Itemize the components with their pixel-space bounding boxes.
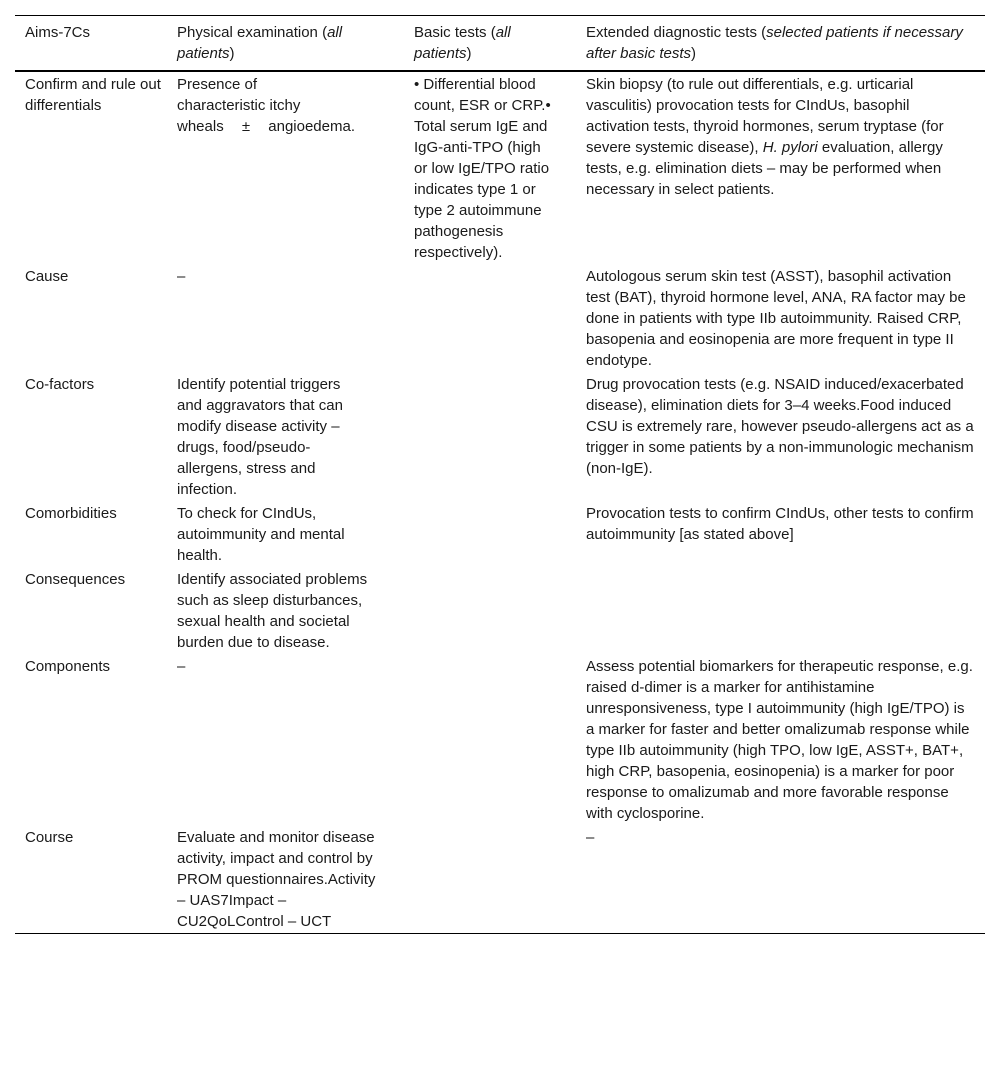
cell-physical: To check for CIndUs, autoimmunity and mental health. [177,505,345,564]
header-basic-tests: Basic tests (all patients) [414,24,511,62]
table-body [15,71,985,934]
header-physical-examination: Physical examination (all patients) [177,24,343,62]
cell-physical: – [177,658,186,675]
table-row-comorbidities [15,501,985,567]
cell-aim: Confirm and rule out differentials [25,76,161,114]
cell-physical: Evaluate and monitor disease activity, impact and control by PROM questionnaires.Activity – UAS7Impact – CU2QoLControl – UCT [177,829,376,930]
cell-physical: Identify potential triggers and aggravators that can modify disease activity – drugs, food/pseudo-allergens, stress and infection. [177,376,343,498]
cell-extended: Provocation tests to confirm CIndUs, other tests to confirm autoimmunity [as stated above] [586,505,974,543]
cell-aim: Consequences [25,571,126,588]
table-row-confirm [15,71,985,264]
cell-aim: Components [25,658,111,675]
cell-physical: Presence of characteristic itchy wheals ± angioedema. [177,76,355,135]
cell-basic [404,567,576,654]
cell-extended: Autologous serum skin test (ASST), basophil activation test (BAT), thyroid hormone level, ANA, RA factor may be done in patients with type IIb autoimmunity. Raised CRP, basopenia and eosinopenia are more frequent in type II endotype. [586,268,966,369]
cell-extended [576,567,985,654]
cell-aim: Comorbidities [25,505,117,522]
cell-physical: – [177,268,186,285]
cell-extended: Skin biopsy (to rule out differentials, e.g. urticarial vasculitis) provocation tests for CIndUs, basophil activation tests, thyroid hormones, serum tryptase (for severe systemic disease), H. pylori evaluation, allergy tests, e.g. elimination diets – may be performed when necessary in select patients. [586,76,944,198]
cell-physical: Identify associated problems such as sleep disturbances, sexual health and societal burden due to disease. [177,571,368,651]
cell-basic [404,501,576,567]
cell-aim: Co-factors [25,376,95,393]
table-row-components [15,654,985,825]
cell-basic [404,654,576,825]
aims-7cs-table [15,15,985,934]
table-row-cause [15,264,985,372]
cell-aim: Course [25,829,74,846]
cell-aim: Cause [25,268,69,285]
cell-basic [404,372,576,501]
cell-basic [404,825,576,934]
header-extended-tests: Extended diagnostic tests (selected patients if necessary after basic tests) [586,24,963,62]
table-row-cofactors [15,372,985,501]
cell-extended: Drug provocation tests (e.g. NSAID induced/exacerbated disease), elimination diets for 3–4 weeks.Food induced CSU is extremely rare, however pseudo-allergens act as a trigger in some patients by a non-immunologic mechanism (non-IgE). [586,376,974,477]
cell-basic [404,264,576,372]
header-aims: Aims-7Cs [25,24,91,41]
cell-basic: • Differential blood count, ESR or CRP.• Total serum IgE and IgG-anti-TPO (high or low IgE/TPO ratio indicates type 1 or type 2 autoimmune pathogenesis respectively). [414,76,551,261]
table-row-course [15,825,985,934]
aims-7cs-table-container [15,15,985,934]
header-row [15,16,985,72]
table-header [15,16,985,72]
cell-extended: Assess potential biomarkers for therapeutic response, e.g. raised d-dimer is a marker for antihistamine unresponsiveness, type I autoimmunity (high IgE/TPO) is a marker for faster and better omalizumab response while type IIb autoimmunity (high TPO, low IgE, ASST+, BAT+, high CRP, basopenia, eosinopenia) is a marker for poor response to omalizumab and more favorable response with cyclosporine. [586,658,973,822]
table-row-consequences [15,567,985,654]
cell-extended: – [586,829,595,846]
